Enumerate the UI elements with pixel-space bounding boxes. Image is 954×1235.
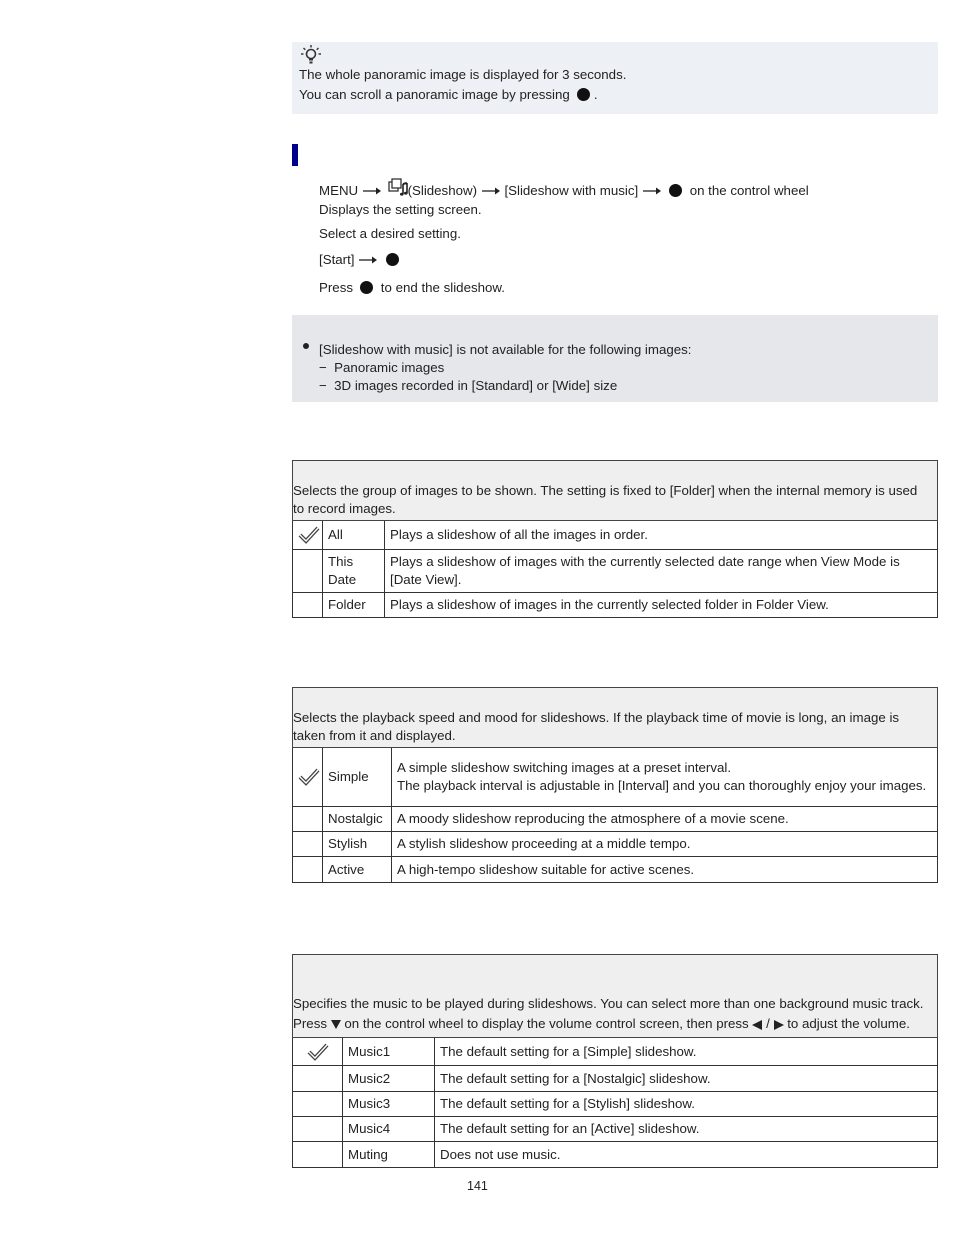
table-row — [293, 593, 938, 618]
table-row — [293, 1038, 938, 1066]
step-4: [Start] — [319, 251, 399, 269]
options-table-1 — [292, 460, 938, 618]
option-name: Muting — [343, 1142, 435, 1168]
option-name: Nostalgic — [323, 807, 392, 832]
option-text: Does not use music. — [435, 1142, 938, 1168]
default-check-cell — [293, 1038, 343, 1066]
hint-text-2: You can scroll a panoramic image by pressing . — [299, 87, 598, 102]
table-row — [293, 1066, 938, 1092]
checkmark-icon — [298, 526, 320, 544]
option-name: Music2 — [343, 1066, 435, 1092]
option-text: Plays a slideshow of images in the currently selected folder in Folder View. — [385, 593, 938, 618]
lightbulb-icon — [300, 44, 322, 66]
down-button-icon — [331, 1020, 341, 1029]
section-marker — [292, 144, 298, 166]
options-table-2 — [292, 687, 938, 883]
right-button-icon — [774, 1020, 784, 1030]
table-row — [293, 807, 938, 832]
table-description: Selects the group of images to be shown. The setting is fixed to [Folder] when the internal memory is used to record images. — [293, 461, 938, 521]
option-text: The default setting for a [Stylish] slideshow. — [435, 1092, 938, 1117]
option-text: A moody slideshow reproducing the atmosphere of a movie scene. — [392, 807, 938, 832]
option-name: Music3 — [343, 1092, 435, 1117]
hint-box — [292, 42, 938, 114]
note-bullet-text: [Slideshow with music] is not available for the following images: — [319, 342, 692, 357]
table-description: Selects the playback speed and mood for slideshows. If the playback time of movie is long, an image is taken from it and displayed. — [293, 688, 938, 748]
left-button-icon — [752, 1020, 762, 1030]
step-5: Press to end the slideshow. — [319, 280, 505, 295]
option-text: A simple slideshow switching images at a preset interval. The playback interval is adjustable in [Interval] and you can thoroughly enjoy your images. — [392, 748, 938, 807]
option-name: This Date — [323, 550, 385, 593]
slideshow-music-icon — [388, 178, 408, 198]
option-name: Active — [323, 857, 392, 883]
table-row — [293, 550, 938, 593]
table-row — [293, 857, 938, 883]
default-check-cell — [293, 521, 323, 550]
step-1: MENU (Slideshow) [Slideshow with music] on the control wheel — [319, 178, 809, 200]
table-row — [293, 521, 938, 550]
note-item-1: − Panoramic images — [319, 360, 445, 375]
checkmark-icon — [298, 768, 320, 786]
table-description: Specifies the music to be played during slideshows. You can select more than one background music track. Press on the control wheel to display the volume control screen, then press / to adjust the volume. — [293, 955, 938, 1038]
table-row — [293, 1142, 938, 1168]
option-text: A high-tempo slideshow suitable for active scenes. — [392, 857, 938, 883]
option-name: Folder — [323, 593, 385, 618]
center-button-icon — [577, 88, 590, 101]
option-text: The default setting for a [Simple] slideshow. — [435, 1038, 938, 1066]
option-name: Music4 — [343, 1117, 435, 1142]
options-table-3 — [292, 954, 938, 1168]
table-row — [293, 748, 938, 807]
option-text: A stylish slideshow proceeding at a middle tempo. — [392, 832, 938, 857]
hint-text-1: The whole panoramic image is displayed for 3 seconds. — [299, 67, 627, 82]
option-text: The default setting for an [Active] slideshow. — [435, 1117, 938, 1142]
option-name: Music1 — [343, 1038, 435, 1066]
option-text: Plays a slideshow of images with the currently selected date range when View Mode is [Date View]. — [385, 550, 938, 593]
table-row — [293, 1117, 938, 1142]
center-button-icon — [360, 281, 373, 294]
note-item-2: − 3D images recorded in [Standard] or [Wide] size — [319, 378, 618, 393]
arrow-right-icon — [358, 255, 378, 265]
checkmark-icon — [307, 1043, 329, 1061]
center-button-icon — [386, 253, 399, 266]
bullet-icon — [303, 343, 309, 349]
step-3: Select a desired setting. — [319, 226, 461, 241]
option-text: The default setting for a [Nostalgic] slideshow. — [435, 1066, 938, 1092]
arrow-right-icon — [481, 186, 501, 196]
note-box — [292, 315, 938, 402]
option-name: Simple — [323, 748, 392, 807]
table-row — [293, 832, 938, 857]
arrow-right-icon — [642, 186, 662, 196]
center-button-icon — [669, 184, 682, 197]
option-text: Plays a slideshow of all the images in order. — [385, 521, 938, 550]
step-2: Displays the setting screen. — [319, 202, 482, 217]
option-name: Stylish — [323, 832, 392, 857]
page-number: 141 — [467, 1179, 488, 1193]
table-row — [293, 1092, 938, 1117]
option-name: All — [323, 521, 385, 550]
arrow-right-icon — [362, 186, 382, 196]
default-check-cell — [293, 748, 323, 807]
